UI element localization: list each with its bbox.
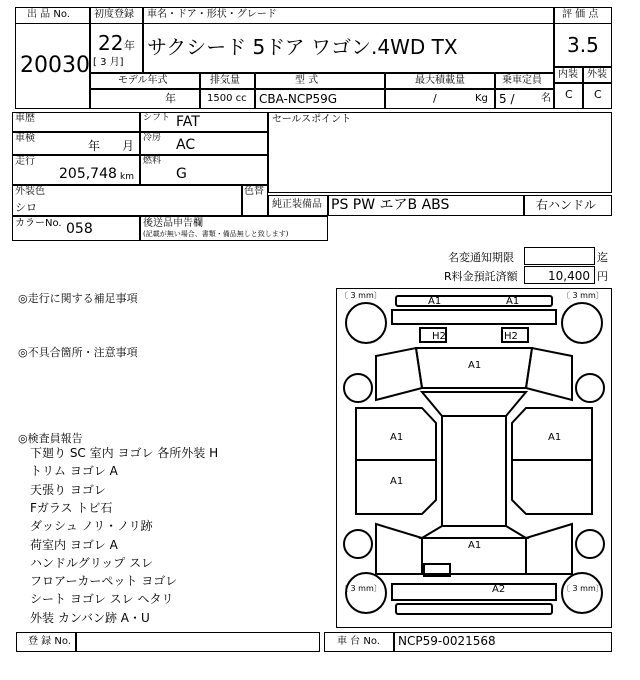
type-label-cell [255, 73, 385, 89]
ac-value: AC [176, 137, 196, 153]
mileage-unit: km [120, 172, 134, 182]
report-line: 荷室内 ヨゴレ A [30, 537, 118, 552]
damage-mark: H2 [432, 331, 446, 342]
mileage-label: 走行 [15, 156, 35, 167]
corner-note-bottom-right: 〔 3 mm〕 [562, 584, 604, 593]
name-change-label: 名変通知期限 [448, 251, 514, 264]
exterior-color-value: シロ [15, 201, 37, 214]
recycle-unit: 円 [597, 270, 608, 283]
damage-mark: A1 [428, 296, 442, 307]
exterior-color-label: 外装色 [15, 186, 45, 197]
type-label: 型 式 [295, 75, 319, 86]
name-change-box [524, 247, 595, 265]
damage-mark: A2 [492, 584, 506, 595]
damage-mark: A1 [506, 296, 520, 307]
first-reg-month: [ 3 月] [93, 57, 124, 68]
color-no-label: カラーNo. [15, 218, 62, 229]
fuel-value: G [176, 166, 187, 182]
equipment-label: 純正装備品 [272, 199, 322, 210]
report-line: ダッシュ ノリ・ノリ跡 [30, 519, 153, 534]
max-load-unit: Kg [475, 93, 488, 104]
corner-note-top-left: 〔 3 mm〕 [340, 291, 382, 300]
capacity-value: 5 / [499, 92, 515, 106]
report-line: 外装 カンバン跡 A・U [30, 610, 150, 625]
displacement-value: 1500 cc [207, 93, 247, 104]
chassis-label: 車 台 No. [337, 636, 380, 647]
shift-label: シフト [143, 113, 171, 123]
fuel-label: 燃料 [143, 156, 162, 166]
corner-note-top-right: 〔 3 mm〕 [562, 291, 604, 300]
reg-no-cell [76, 632, 320, 652]
first-reg-label: 初度登録 [94, 9, 134, 20]
report-line: フロアーカーペット ヨゴレ [30, 574, 178, 589]
damage-mark: A1 [390, 432, 404, 443]
capacity-unit: 名 [541, 93, 551, 104]
interior-score: C [565, 88, 573, 101]
report-line: Fガラス トビ石 [30, 500, 113, 515]
defects-notes-label: ◎不具合箇所・注意事項 [18, 346, 138, 359]
recycle-value: 10,400 [548, 269, 590, 283]
driving-notes-label: ◎走行に関する補足事項 [18, 292, 138, 305]
docs-note: (記載が無い場合、書類・備品無しと致します) [143, 230, 289, 238]
car-name-label: 車名・ドア・形状・グレード [147, 9, 277, 20]
color-change-label: 色替 [244, 186, 264, 197]
mileage-value: 205,748 [59, 166, 117, 182]
damage-mark: A1 [468, 360, 482, 371]
first-reg-year: 22 [98, 31, 124, 55]
name-change-unit: 迄 [597, 251, 608, 264]
interior-label: 内装 [558, 69, 578, 80]
max-load-label: 最大積載量 [415, 75, 465, 86]
steering-value: 右ハンドル [536, 198, 597, 212]
corner-note-bottom-left: 〔 3 mm〕 [340, 584, 382, 593]
report-line: トリム ヨゴレ A [30, 464, 118, 479]
max-load-slash: / [433, 92, 437, 105]
report-line: 下廻り SC 室内 ヨゴレ 各所外装 H [30, 446, 219, 460]
model-code: CBA-NCP59G [259, 92, 338, 106]
exterior-color-cell [12, 185, 242, 216]
first-reg-year-unit: 年 [124, 39, 135, 52]
inspection-label: 車検 [15, 133, 35, 144]
model-year-cell [90, 89, 200, 109]
shift-value: FAT [176, 114, 200, 130]
inspection-month-unit: 月 [122, 139, 135, 153]
car-name: サクシード 5ドア ワゴン.4WD TX [147, 35, 458, 59]
lot-label: 出 品 No. [27, 9, 70, 20]
report-line: ハンドルグリップ スレ [30, 555, 154, 570]
lot-number: 20030 [20, 53, 90, 78]
inspector-report-label: ◎検査員報告 [18, 432, 83, 445]
capacity-label: 乗車定員 [502, 75, 542, 86]
exterior-label: 外装 [587, 69, 607, 80]
docs-label: 後送品申告欄 [143, 218, 203, 229]
color-no-value: 058 [66, 221, 93, 237]
report-line: 天張り ヨゴレ [30, 482, 106, 497]
model-year-label: モデル年式 [118, 75, 168, 86]
damage-mark: A1 [468, 540, 482, 551]
damage-mark: A1 [548, 432, 562, 443]
equipment-value: PS PW エアB ABS [331, 197, 450, 213]
exterior-score: C [594, 88, 602, 101]
damage-mark: H2 [504, 331, 518, 342]
reg-no-label: 登 録 No. [28, 636, 71, 647]
grade-label: 評 価 点 [562, 9, 599, 20]
damage-diagram [336, 288, 612, 628]
ac-label: 冷房 [143, 133, 162, 143]
chassis-number: NCP59-0021568 [398, 634, 496, 648]
model-year-unit: 年 [165, 92, 176, 105]
grade-value: 3.5 [567, 33, 599, 57]
displacement-label: 排気量 [210, 75, 240, 86]
damage-mark: A1 [390, 476, 404, 487]
inspection-year-unit: 年 [88, 139, 101, 153]
recycle-label: R料金預託済額 [444, 270, 518, 283]
sales-point-label: セールスポイント [272, 114, 352, 125]
report-line: シート ヨゴレ スレ ヘタリ [30, 592, 174, 607]
history-label: 車歴 [15, 113, 35, 124]
